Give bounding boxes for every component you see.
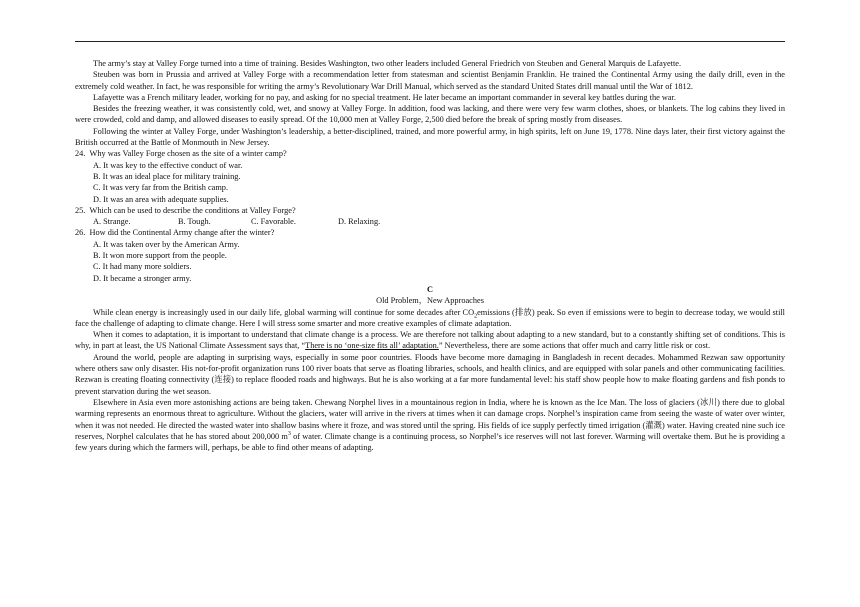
option: D. It was an area with adequate supplies. <box>93 194 229 204</box>
paragraph: Steuben was born in Prussia and arrived at Valley Forge with a recommendation letter from statesman and scientist Benjamin Franklin. He trained the Continental Army using the daily drill, even in the extremely cold weather. In fact, he was responsible for writing the army’s Revolutionary War Drill Manual, which served as the standard United States drill manual until the War of 1812. <box>75 70 785 91</box>
subscript: 2 <box>474 313 478 320</box>
section-title: Old Problem，New Approaches <box>376 296 484 306</box>
question-26: 26. How did the Continental Army change after the winter? <box>75 228 275 238</box>
paragraph <box>75 307 785 330</box>
superscript: 3 <box>287 431 291 438</box>
option: D. It became a stronger army. <box>93 273 192 283</box>
options-row <box>93 216 785 227</box>
section-label: C <box>427 284 433 294</box>
question-24: 24. Why was Valley Forge chosen as the site of a winter camp? <box>75 149 287 159</box>
option: C. It was very far from the British camp. <box>93 183 229 193</box>
text-run: ” Nevertheless, there are some actions that offer much and carry little risk or cost. <box>438 341 711 351</box>
option: C. It had many more soldiers. <box>93 262 192 272</box>
option: A. Strange. <box>93 217 131 227</box>
paragraph <box>75 329 785 352</box>
text-run: While clean energy is increasingly used in our daily life, global warming will continue for some decades after CO <box>93 307 475 317</box>
text-run: of water. Climate change is a continuing process, so Norphel’s ice reserves will not last forever. Warming will overtake them. But he is providing a few years during which the farmers will, perhaps, be able to find other means of adapting. <box>75 431 785 453</box>
option: C. Favorable. <box>251 217 296 227</box>
text-run: Elsewhere in Asia even more astonishing actions are being taken. Chewang Norphel lives in a mountainous region in India, where he is known as the Ice Man. The loss of glaciers (冰川) there due to global warming represents an enormous threat to agriculture. Without the glaciers, water will arrive in the rivers at times when it can damage crops. Norphel’s inspiration came from seeing the waste of water over winter, when it was not needed. He directed the wasted water into shallow basins where it froze, and was stored until the spring. His fields of ice supply perfectly timed irrigation (灌溉) water. Having created nine such ice reserves, Norphel calculates that he has stored about 200,000 m <box>75 397 785 441</box>
paragraph <box>75 397 785 453</box>
document-body <box>75 58 785 453</box>
text-run: When it comes to adaptation, it is important to understand that climate change is a process. We are therefore not talking about adapting to a new standard, but to a constantly shifting set of conditions. This is why, in part at least, the US National Climate Assessment says that, “ <box>75 330 785 351</box>
option: D. Relaxing. <box>338 217 381 227</box>
paragraph: Around the world, people are adapting in surprising ways, especially in some poor countries. Floods have become more damaging in Bangladesh in recent decades. Mohammed Rezwan saw opportunity where others saw only disaster. His not-for-profit organization runs 100 river boats that serve as floating libraries, schools, and health clinics, and are equipped with solar panels and other communicating facilities. Rezwan is creating floating connectivity (连接) to replace flooded roads and highways. But he is also working at a far more fundamental level: his staff show people how to make floating gardens and fish ponds to prevent starvation during the wet season. <box>75 352 785 396</box>
option: B. It was an ideal place for military training. <box>93 171 241 181</box>
option: B. It won more support from the people. <box>93 251 227 261</box>
option: A. It was taken over by the American Army. <box>93 239 240 249</box>
paragraph: The army’s stay at Valley Forge turned into a time of training. Besides Washington, two other leaders included General Friedrich von Steuben and General Marquis de Lafayette. <box>93 59 682 68</box>
question-25: 25. Which can be used to describe the conditions at Valley Forge? <box>75 205 296 215</box>
paragraph: Besides the freezing weather, it was consistently cold, wet, and snowy at Valley Forge. In addition, food was lacking, and there were very few warm clothes, shoes, or blankets. The log cabins they lived in were crowded, cold and damp, and allowed diseases to easily spread. Of the 10,000 men at Valley Forge, 2,500 died before the break of spring mostly from diseases. <box>75 104 785 125</box>
underlined-quote: There is no ‘one-size fits all’ adaptation. <box>305 341 439 351</box>
header-rule <box>75 41 785 42</box>
option: A. It was key to the effective conduct of war. <box>93 160 243 170</box>
paragraph: Following the winter at Valley Forge, under Washington’s leadership, a better-disciplined, trained, and more powerful army, in high spirits, left on June 19, 1778. Nine days later, their first victory against the British occurred at the Battle of Monmouth in New Jersey. <box>75 126 785 148</box>
option: B. Tough. <box>178 217 211 227</box>
paragraph: Lafayette was a French military leader, working for no pay, and asking for no special treatment. He later became an important commander in several key battles during the war. <box>93 92 676 102</box>
text-run: emissions (排放) peak. So even if emissions were to begin to decrease today, we would still face the challenge of adapting to climate change. Here I will stress some smarter and more creative examples of climate adaptation. <box>75 307 785 328</box>
